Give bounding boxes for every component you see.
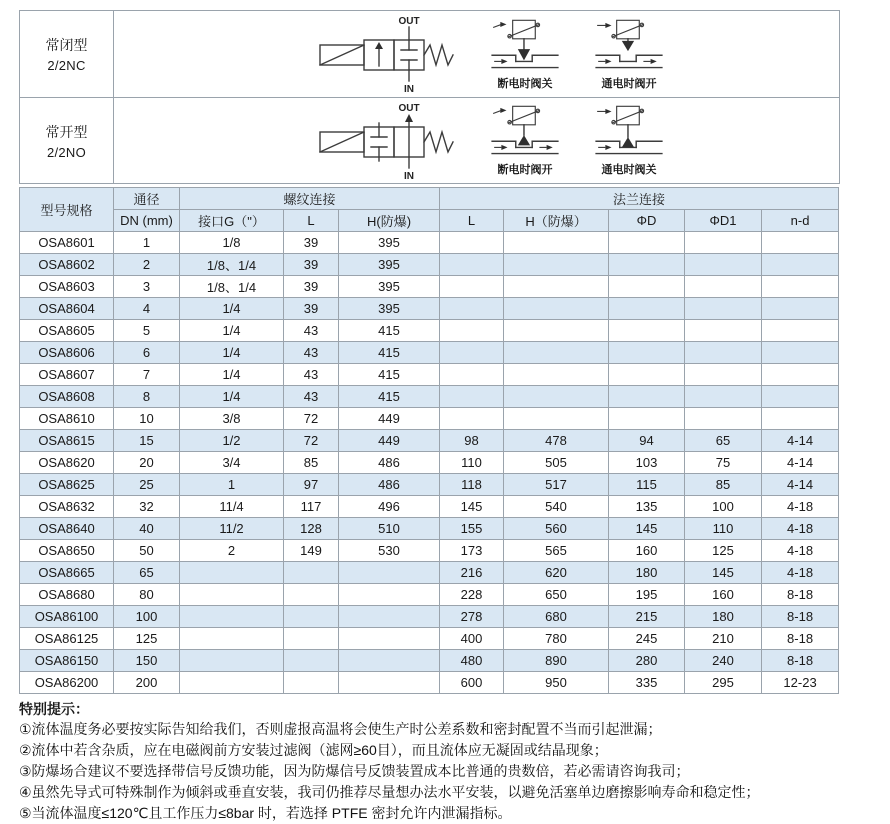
table-row <box>20 584 839 606</box>
col-header-model: 型号规格 <box>20 188 114 232</box>
table-cell: 100 <box>685 496 762 518</box>
table-cell: 950 <box>504 672 609 694</box>
valve-type-cell-no <box>20 98 114 183</box>
table-cell: 480 <box>440 650 504 672</box>
table-cell: 125 <box>685 540 762 562</box>
note-item-3: ③防爆场合建议不要选择带信号反馈功能，因为防爆信号反馈装置成本比普通的贵数倍，若必需请咨询我司； <box>19 763 690 779</box>
table-cell: 145 <box>685 562 762 584</box>
table-cell <box>504 342 609 364</box>
col-header-flange-h: H（防爆） <box>504 210 609 232</box>
table-cell: 5 <box>114 320 180 342</box>
diagram-cell-nc <box>114 11 839 97</box>
table-cell: 216 <box>440 562 504 584</box>
mini-diagram-no-energized <box>592 104 666 177</box>
table-cell <box>284 672 339 694</box>
table-cell: 400 <box>440 628 504 650</box>
table-cell: 395 <box>339 254 440 276</box>
table-cell: OSA8625 <box>20 474 114 496</box>
table-cell <box>504 298 609 320</box>
table-cell: 195 <box>609 584 685 606</box>
table-cell: 1/8、1/4 <box>180 276 284 298</box>
table-cell: 245 <box>609 628 685 650</box>
table-cell: 415 <box>339 320 440 342</box>
table-cell <box>339 606 440 628</box>
valve-type-code: 2/2NO <box>46 144 87 160</box>
table-cell: 449 <box>339 430 440 452</box>
note-item-1: ①流体温度务必要按实际告知给我们，否则虚报高温将会使生产时公差系数和密封配置不当而引起泄漏； <box>19 721 662 737</box>
table-cell: 43 <box>284 364 339 386</box>
table-cell <box>504 364 609 386</box>
table-cell: 415 <box>339 364 440 386</box>
in-port-label: IN <box>404 84 414 95</box>
table-cell: 125 <box>114 628 180 650</box>
col-header-flange-nd: n-d <box>762 210 839 232</box>
table-cell: 3/4 <box>180 452 284 474</box>
table-cell: 395 <box>339 276 440 298</box>
table-cell: 85 <box>284 452 339 474</box>
table-cell: 496 <box>339 496 440 518</box>
table-cell <box>685 320 762 342</box>
table-cell <box>685 232 762 254</box>
table-cell <box>504 320 609 342</box>
table-cell <box>504 232 609 254</box>
table-cell: 72 <box>284 430 339 452</box>
table-cell: 4 <box>114 298 180 320</box>
notes-title: 特别提示： <box>19 701 89 717</box>
table-cell <box>609 320 685 342</box>
table-cell <box>339 650 440 672</box>
table-cell: OSA8608 <box>20 386 114 408</box>
table-cell: 335 <box>609 672 685 694</box>
table-row <box>20 386 839 408</box>
table-cell <box>609 254 685 276</box>
table-cell: 890 <box>504 650 609 672</box>
table-cell <box>440 408 504 430</box>
table-row <box>20 320 839 342</box>
table-cell: 478 <box>504 430 609 452</box>
table-cell <box>180 606 284 628</box>
table-cell: 415 <box>339 342 440 364</box>
table-cell: OSA8604 <box>20 298 114 320</box>
table-row <box>20 408 839 430</box>
col-header-flange-d: ΦD <box>609 210 685 232</box>
table-cell: 110 <box>685 518 762 540</box>
valve-symbol-nc-icon <box>310 13 462 95</box>
table-cell <box>440 254 504 276</box>
table-cell <box>762 232 839 254</box>
table-cell: 4-18 <box>762 540 839 562</box>
table-cell: 280 <box>609 650 685 672</box>
table-cell <box>284 628 339 650</box>
table-cell <box>762 408 839 430</box>
table-cell <box>284 562 339 584</box>
table-cell: 128 <box>284 518 339 540</box>
table-cell: 50 <box>114 540 180 562</box>
in-port-label: IN <box>404 170 414 182</box>
table-cell: 1/4 <box>180 298 284 320</box>
table-cell: 4-18 <box>762 496 839 518</box>
table-cell: OSA8665 <box>20 562 114 584</box>
table-cell: 39 <box>284 298 339 320</box>
table-cell <box>609 386 685 408</box>
table-row <box>20 254 839 276</box>
col-header-flange-l: L <box>440 210 504 232</box>
table-cell: 505 <box>504 452 609 474</box>
table-cell: 240 <box>685 650 762 672</box>
table-cell <box>180 628 284 650</box>
table-cell: 8-18 <box>762 628 839 650</box>
table-cell <box>440 320 504 342</box>
table-cell <box>180 650 284 672</box>
table-cell <box>504 254 609 276</box>
table-cell: 228 <box>440 584 504 606</box>
table-cell: OSA86150 <box>20 650 114 672</box>
table-cell: 1 <box>180 474 284 496</box>
table-cell: 1/8 <box>180 232 284 254</box>
table-cell: 650 <box>504 584 609 606</box>
table-cell <box>609 364 685 386</box>
table-cell: 3 <box>114 276 180 298</box>
table-cell: 3/8 <box>180 408 284 430</box>
table-cell: 65 <box>685 430 762 452</box>
table-row <box>20 364 839 386</box>
table-cell <box>284 606 339 628</box>
table-cell: OSA8601 <box>20 232 114 254</box>
valve-type-code: 2/2NC <box>47 58 86 73</box>
table-cell: OSA8640 <box>20 518 114 540</box>
table-cell: 173 <box>440 540 504 562</box>
table-cell: 110 <box>440 452 504 474</box>
table-cell: 4-14 <box>762 452 839 474</box>
table-cell <box>685 254 762 276</box>
table-cell: OSA86200 <box>20 672 114 694</box>
table-cell <box>440 386 504 408</box>
mini-diagrams-nc <box>488 18 666 91</box>
mini-diagram-no-deenergized <box>488 104 562 177</box>
table-cell: 6 <box>114 342 180 364</box>
table-cell <box>685 342 762 364</box>
table-cell: 43 <box>284 342 339 364</box>
table-cell: 510 <box>339 518 440 540</box>
table-cell: 39 <box>284 254 339 276</box>
table-cell <box>339 628 440 650</box>
table-cell: 103 <box>609 452 685 474</box>
col-header-thread-port: 接口G（"） <box>180 210 284 232</box>
table-cell: 135 <box>609 496 685 518</box>
table-cell: 1/4 <box>180 342 284 364</box>
table-cell <box>504 408 609 430</box>
note-item-5: ⑤当流体温度≤120℃且工作压力≤8bar 时，若选择 PTFE 密封允许内泄漏指标。 <box>19 805 512 821</box>
table-cell: 1/2 <box>180 430 284 452</box>
table-cell: OSA8605 <box>20 320 114 342</box>
table-cell: 155 <box>440 518 504 540</box>
table-cell: 278 <box>440 606 504 628</box>
table-cell: 160 <box>685 584 762 606</box>
table-row <box>20 562 839 584</box>
table-cell <box>339 584 440 606</box>
table-cell: 4-14 <box>762 474 839 496</box>
table-row <box>20 672 839 694</box>
table-cell: 8 <box>114 386 180 408</box>
table-cell: OSA86125 <box>20 628 114 650</box>
mini-diagram-nc-energized <box>592 18 666 91</box>
table-cell: OSA8632 <box>20 496 114 518</box>
table-cell: 620 <box>504 562 609 584</box>
valve-type-section <box>19 10 840 184</box>
table-cell: 94 <box>609 430 685 452</box>
mini-diagram-caption: 断电时阀开 <box>497 164 553 176</box>
col-header-thread-l: L <box>284 210 339 232</box>
table-cell: 100 <box>114 606 180 628</box>
table-cell: 32 <box>114 496 180 518</box>
table-cell: 486 <box>339 452 440 474</box>
table-cell <box>339 672 440 694</box>
table-cell: 117 <box>284 496 339 518</box>
table-cell: 150 <box>114 650 180 672</box>
table-cell: 97 <box>284 474 339 496</box>
table-cell: 780 <box>504 628 609 650</box>
table-cell: 395 <box>339 232 440 254</box>
table-cell <box>609 298 685 320</box>
valve-symbol-no-icon <box>310 100 462 182</box>
table-cell: OSA8620 <box>20 452 114 474</box>
table-cell: 39 <box>284 232 339 254</box>
spec-table-body <box>20 232 839 694</box>
table-cell: 145 <box>440 496 504 518</box>
table-cell: 565 <box>504 540 609 562</box>
valve-type-cell-nc <box>20 11 114 97</box>
table-cell: 1/4 <box>180 320 284 342</box>
table-row <box>20 628 839 650</box>
table-cell: 8-18 <box>762 606 839 628</box>
table-cell: 40 <box>114 518 180 540</box>
table-cell <box>440 298 504 320</box>
table-cell: OSA8606 <box>20 342 114 364</box>
table-cell: 560 <box>504 518 609 540</box>
table-cell <box>762 364 839 386</box>
table-cell: 85 <box>685 474 762 496</box>
table-cell: 530 <box>339 540 440 562</box>
out-port-label: OUT <box>398 102 420 114</box>
table-cell: 200 <box>114 672 180 694</box>
table-cell: 2 <box>180 540 284 562</box>
table-cell <box>685 386 762 408</box>
table-cell <box>440 232 504 254</box>
table-cell: 4-14 <box>762 430 839 452</box>
table-cell: 449 <box>339 408 440 430</box>
valve-open-power-on-icon <box>592 18 666 74</box>
table-cell: 8-18 <box>762 650 839 672</box>
table-cell <box>440 342 504 364</box>
table-cell: 486 <box>339 474 440 496</box>
table-cell: 118 <box>440 474 504 496</box>
table-cell: OSA8602 <box>20 254 114 276</box>
table-cell: 115 <box>609 474 685 496</box>
table-cell <box>504 276 609 298</box>
table-cell: 600 <box>440 672 504 694</box>
table-cell: 517 <box>504 474 609 496</box>
table-cell: 72 <box>284 408 339 430</box>
table-cell <box>685 364 762 386</box>
table-cell: OSA8610 <box>20 408 114 430</box>
table-cell <box>180 562 284 584</box>
table-cell: 98 <box>440 430 504 452</box>
table-row <box>20 232 839 254</box>
valve-closed-power-on-icon <box>592 104 666 160</box>
table-cell: 4-18 <box>762 518 839 540</box>
mini-diagram-nc-deenergized <box>488 18 562 91</box>
col-header-dn-unit: DN (mm) <box>114 210 180 232</box>
mini-diagram-caption: 通电时阀关 <box>601 164 657 176</box>
table-cell <box>440 276 504 298</box>
table-row <box>20 474 839 496</box>
diagram-cell-no <box>114 98 839 183</box>
table-cell <box>180 672 284 694</box>
table-row <box>20 452 839 474</box>
table-cell <box>762 342 839 364</box>
table-cell: OSA8607 <box>20 364 114 386</box>
out-port-label: OUT <box>398 16 420 27</box>
col-header-flange-d1: ΦD1 <box>685 210 762 232</box>
table-cell: 11/4 <box>180 496 284 518</box>
table-cell: 295 <box>685 672 762 694</box>
table-cell: 4-18 <box>762 562 839 584</box>
table-cell <box>685 298 762 320</box>
spec-table <box>19 187 839 694</box>
col-header-dn: 通径 <box>114 188 180 210</box>
table-row <box>20 606 839 628</box>
table-cell: 1 <box>114 232 180 254</box>
table-cell: 680 <box>504 606 609 628</box>
table-cell: 43 <box>284 386 339 408</box>
table-cell <box>339 562 440 584</box>
table-cell <box>504 386 609 408</box>
table-cell <box>685 408 762 430</box>
table-cell: 11/2 <box>180 518 284 540</box>
table-cell: 43 <box>284 320 339 342</box>
table-row <box>20 518 839 540</box>
col-group-thread: 螺纹连接 <box>180 188 440 210</box>
table-cell: 1/8、1/4 <box>180 254 284 276</box>
table-cell: 1/4 <box>180 364 284 386</box>
table-cell: 15 <box>114 430 180 452</box>
col-group-flange: 法兰连接 <box>440 188 839 210</box>
table-cell: 8-18 <box>762 584 839 606</box>
mini-diagram-caption: 断电时阀关 <box>497 77 553 90</box>
table-cell: 1/4 <box>180 386 284 408</box>
table-cell <box>685 276 762 298</box>
table-cell: OSA8650 <box>20 540 114 562</box>
table-cell: 215 <box>609 606 685 628</box>
table-cell <box>762 298 839 320</box>
table-cell: 10 <box>114 408 180 430</box>
table-cell <box>762 320 839 342</box>
table-cell <box>609 408 685 430</box>
table-cell: 180 <box>609 562 685 584</box>
table-cell: 80 <box>114 584 180 606</box>
table-cell <box>609 232 685 254</box>
table-cell: 415 <box>339 386 440 408</box>
table-cell: 210 <box>685 628 762 650</box>
table-cell: OSA8615 <box>20 430 114 452</box>
table-cell: 395 <box>339 298 440 320</box>
table-cell: 149 <box>284 540 339 562</box>
valve-open-power-off-icon <box>488 104 562 160</box>
table-cell: 160 <box>609 540 685 562</box>
note-item-4: ④虽然先导式可特殊制作为倾斜或垂直安装，我司仍推荐尽量想办法水平安装，以避免活塞单边磨擦影响寿命和稳定性； <box>19 784 760 800</box>
table-cell <box>284 584 339 606</box>
table-cell: OSA86100 <box>20 606 114 628</box>
table-cell <box>762 386 839 408</box>
table-cell <box>609 276 685 298</box>
table-cell: 2 <box>114 254 180 276</box>
table-cell <box>762 276 839 298</box>
table-row <box>20 298 839 320</box>
table-cell: 7 <box>114 364 180 386</box>
table-cell: 25 <box>114 474 180 496</box>
table-row <box>20 540 839 562</box>
table-row <box>20 276 839 298</box>
note-item-2: ②流体中若含杂质，应在电磁阀前方安装过滤阀（滤网≥60目），而且流体应无凝固或结晶现象； <box>19 742 608 758</box>
col-header-thread-h: H(防爆) <box>339 210 440 232</box>
table-cell <box>440 364 504 386</box>
valve-type-name: 常闭型 <box>45 37 88 53</box>
valve-type-row-no <box>20 97 839 183</box>
table-cell: 540 <box>504 496 609 518</box>
table-cell: OSA8680 <box>20 584 114 606</box>
table-cell <box>609 342 685 364</box>
table-cell: 65 <box>114 562 180 584</box>
valve-type-name: 常开型 <box>45 123 88 140</box>
table-cell: OSA8603 <box>20 276 114 298</box>
mini-diagram-caption: 通电时阀开 <box>601 77 657 90</box>
table-cell <box>180 584 284 606</box>
table-row <box>20 496 839 518</box>
table-row <box>20 342 839 364</box>
valve-type-row-nc <box>20 11 839 97</box>
table-cell: 20 <box>114 452 180 474</box>
spec-table-header <box>20 188 839 232</box>
table-cell: 39 <box>284 276 339 298</box>
table-cell <box>284 650 339 672</box>
table-row <box>20 430 839 452</box>
special-notes <box>19 699 879 824</box>
table-cell: 145 <box>609 518 685 540</box>
valve-closed-power-off-icon <box>488 18 562 74</box>
table-cell: 75 <box>685 452 762 474</box>
table-cell <box>762 254 839 276</box>
table-cell: 12-23 <box>762 672 839 694</box>
mini-diagrams-no <box>488 104 666 177</box>
table-row <box>20 650 839 672</box>
table-cell: 180 <box>685 606 762 628</box>
